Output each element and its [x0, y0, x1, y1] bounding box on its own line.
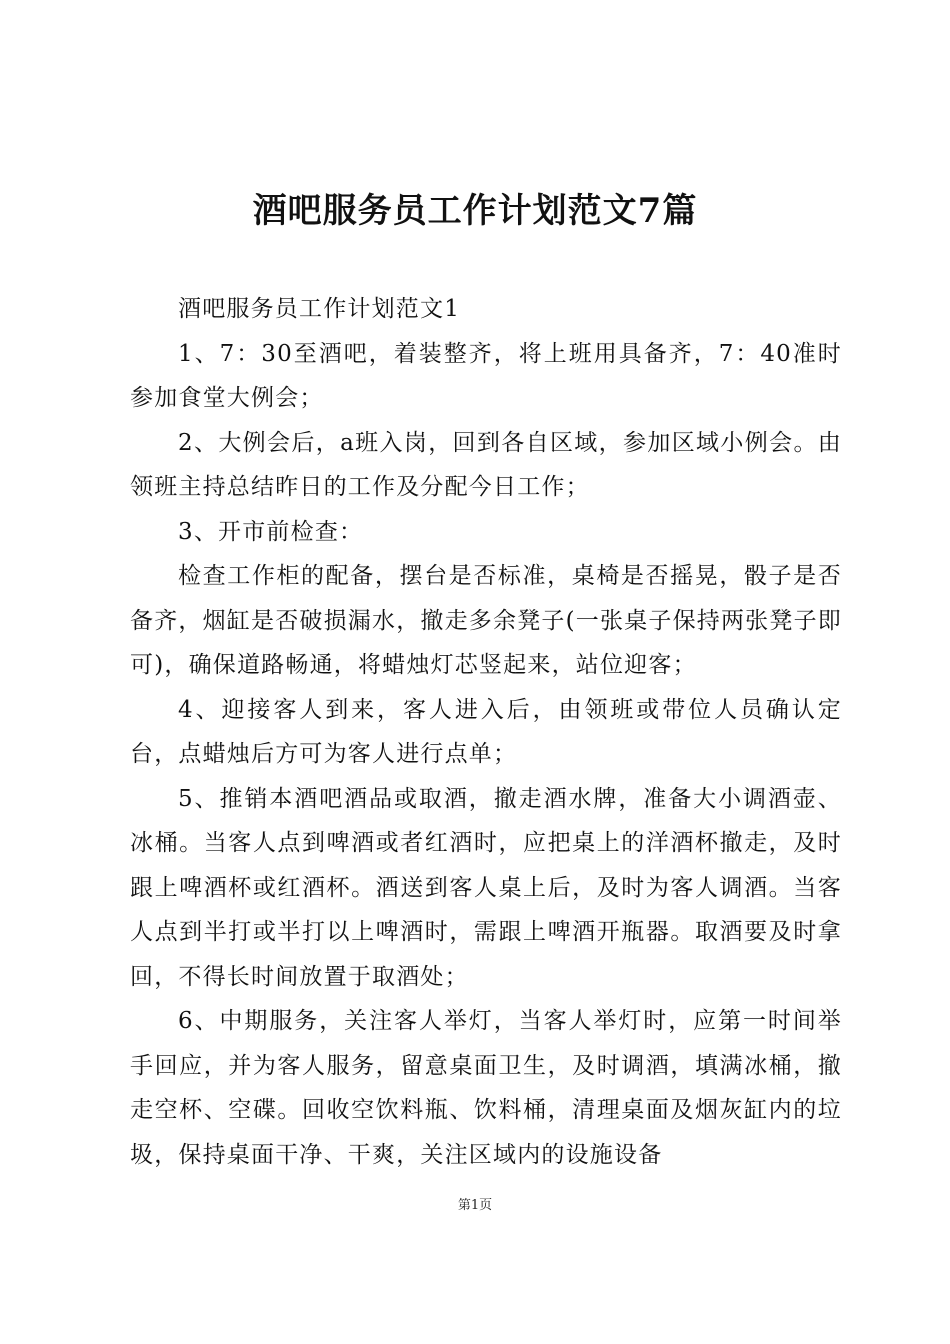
paragraph-item-3-detail: 检查工作柜的配备，摆台是否标准，桌椅是否摇晃，骰子是否备齐，烟缸是否破损漏水，撤走多余凳子(一张桌子保持两张凳子即可)，确保道路畅通，将蜡烛灯芯竖起来，站位迎客；	[130, 563, 842, 678]
page-number: 第1页	[457, 1198, 493, 1213]
paragraph-item-6: 6、中期服务，关注客人举灯，当客人举灯时，应第一时间举手回应，并为客人服务，留意桌面卫生，及时调酒，填满冰桶，撤走空杯、空碟。回收空饮料瓶、饮料桶，清理桌面及烟灰缸内的垃圾，保持桌面干净、干爽，关注区域内的设施设备	[130, 1008, 842, 1168]
document-body	[130, 287, 842, 1177]
paragraph-item-1: 1、7：30至酒吧，着装整齐，将上班用具备齐，7：40准时参加食堂大例会；	[130, 340, 842, 411]
document-title: 酒吧服务员工作计划范文7篇	[252, 191, 698, 231]
paragraph-item-3: 3、开市前检查：	[178, 518, 364, 545]
paragraph-item-5: 5、推销本酒吧酒品或取酒，撤走酒水牌，准备大小调酒壶、冰桶。当客人点到啤酒或者红酒时，应把桌上的洋酒杯撤走，及时跟上啤酒杯或红酒杯。酒送到客人桌上后，及时为客人调酒。当客人点到半打或半打以上啤酒时，需跟上啤酒开瓶器。取酒要及时拿回，不得长时间放置于取酒处；	[130, 785, 842, 990]
paragraph-item-2: 2、大例会后，a班入岗，回到各自区域，参加区域小例会。由领班主持总结昨日的工作及分配今日工作；	[130, 429, 842, 500]
paragraph-subtitle: 酒吧服务员工作计划范文1	[178, 296, 461, 322]
paragraph-item-4: 4、迎接客人到来，客人进入后，由领班或带位人员确认定台，点蜡烛后方可为客人进行点单；	[130, 696, 842, 767]
